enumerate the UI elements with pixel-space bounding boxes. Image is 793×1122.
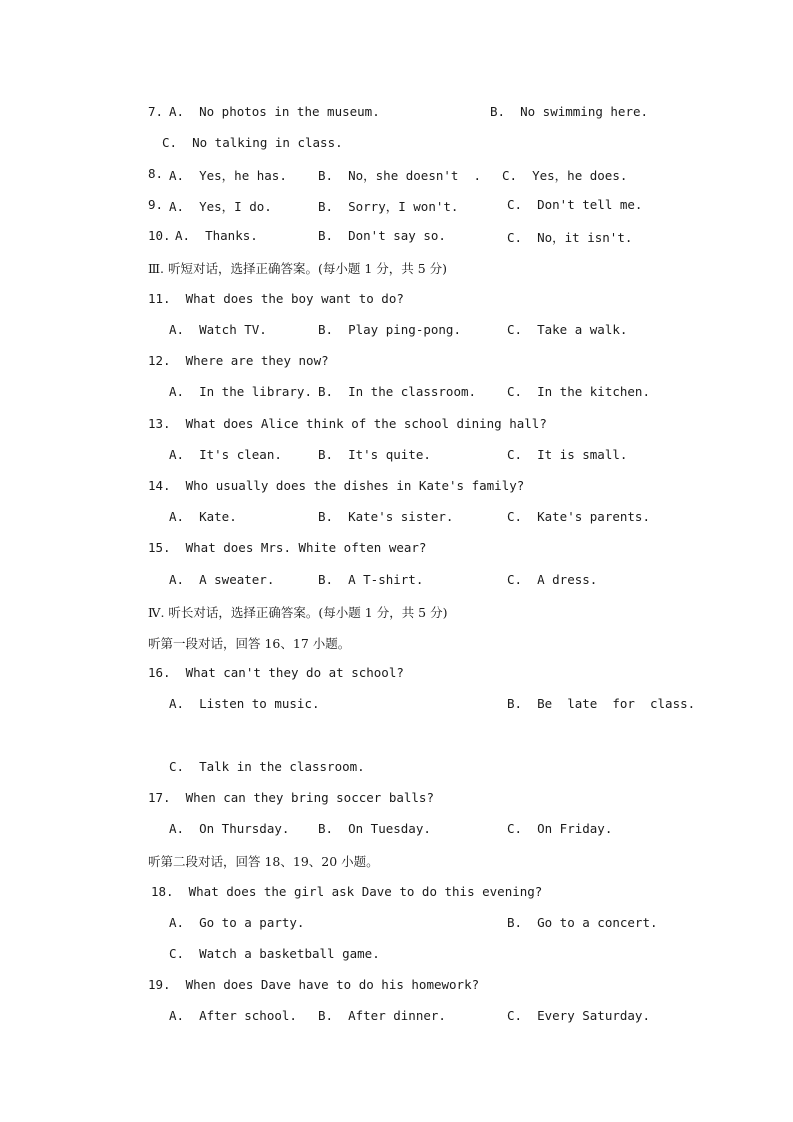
q8-option-b: B. No，she doesn't .	[318, 168, 482, 183]
q15-option-a: A. A sweater.	[169, 572, 275, 587]
q8-option-c: C. Yes，he does.	[502, 168, 628, 183]
q17-question: 17. When can they bring soccer balls?	[148, 790, 434, 805]
q9-option-c: C. Don't tell me.	[507, 197, 643, 212]
q18-question: 18. What does the girl ask Dave to do this evening?	[151, 884, 543, 899]
q10-option-c: C. No，it isn't.	[507, 230, 633, 245]
q18-option-c: C. Watch a basketball game.	[169, 946, 380, 961]
q7-option-b: B. No swimming here.	[490, 104, 649, 119]
q9-option-b: B. Sorry，I won't.	[318, 199, 459, 214]
section-3-heading: Ⅲ. 听短对话，选择正确答案。(每小题 1 分，共 5 分)	[148, 261, 448, 276]
q7-number: 7.	[148, 104, 164, 119]
q11-question: 11. What does the boy want to do?	[148, 291, 404, 306]
q11-option-b: B. Play ping-pong.	[318, 322, 461, 337]
q7-option-a: A. No photos in the museum.	[169, 104, 380, 119]
q17-option-c: C. On Friday.	[507, 821, 613, 836]
section-4-heading: Ⅳ. 听长对话，选择正确答案。(每小题 1 分，共 5 分)	[148, 605, 448, 620]
q9-number: 9.	[148, 197, 164, 212]
q14-option-a: A. Kate.	[169, 509, 237, 524]
q15-option-b: B. A T-shirt.	[318, 572, 424, 587]
q16-question: 16. What can't they do at school?	[148, 665, 404, 680]
q10-option-a: A. Thanks.	[175, 228, 258, 243]
q19-option-a: A. After school.	[169, 1008, 297, 1023]
dialog-1-instruction: 听第一段对话，回答 16、17 小题。	[148, 636, 351, 651]
q7-option-c: C. No talking in class.	[162, 135, 343, 150]
q12-question: 12. Where are they now?	[148, 353, 329, 368]
q11-option-a: A. Watch TV.	[169, 322, 267, 337]
dialog-2-instruction: 听第二段对话，回答 18、19、20 小题。	[148, 854, 379, 869]
q19-question: 19. When does Dave have to do his homework?	[148, 977, 480, 992]
q13-option-a: A. It's clean.	[169, 447, 282, 462]
q12-option-b: B. In the classroom.	[318, 384, 477, 399]
q12-option-a: A. In the library.	[169, 384, 312, 399]
q10-option-b: B. Don't say so.	[318, 228, 446, 243]
q13-option-b: B. It's quite.	[318, 447, 431, 462]
q18-option-b: B. Go to a concert.	[507, 915, 658, 930]
q13-option-c: C. It is small.	[507, 447, 628, 462]
q10-number: 10.	[148, 228, 171, 243]
q13-question: 13. What does Alice think of the school dining hall?	[148, 416, 547, 431]
q14-question: 14. Who usually does the dishes in Kate's family?	[148, 478, 525, 493]
q14-option-b: B. Kate's sister.	[318, 509, 454, 524]
q16-option-c: C. Talk in the classroom.	[169, 759, 365, 774]
q8-number: 8.	[148, 166, 164, 181]
q17-option-a: A. On Thursday.	[169, 821, 290, 836]
q15-question: 15. What does Mrs. White often wear?	[148, 540, 427, 555]
q15-option-c: C. A dress.	[507, 572, 598, 587]
q16-option-b: B. Be late for class.	[507, 696, 696, 711]
q19-option-b: B. After dinner.	[318, 1008, 446, 1023]
q17-option-b: B. On Tuesday.	[318, 821, 431, 836]
q8-option-a: A. Yes，he has.	[169, 168, 287, 183]
q9-option-a: A. Yes，I do.	[169, 199, 272, 214]
q18-option-a: A. Go to a party.	[169, 915, 305, 930]
q12-option-c: C. In the kitchen.	[507, 384, 650, 399]
q19-option-c: C. Every Saturday.	[507, 1008, 650, 1023]
q16-option-a: A. Listen to music.	[169, 696, 320, 711]
q11-option-c: C. Take a walk.	[507, 322, 628, 337]
q14-option-c: C. Kate's parents.	[507, 509, 650, 524]
